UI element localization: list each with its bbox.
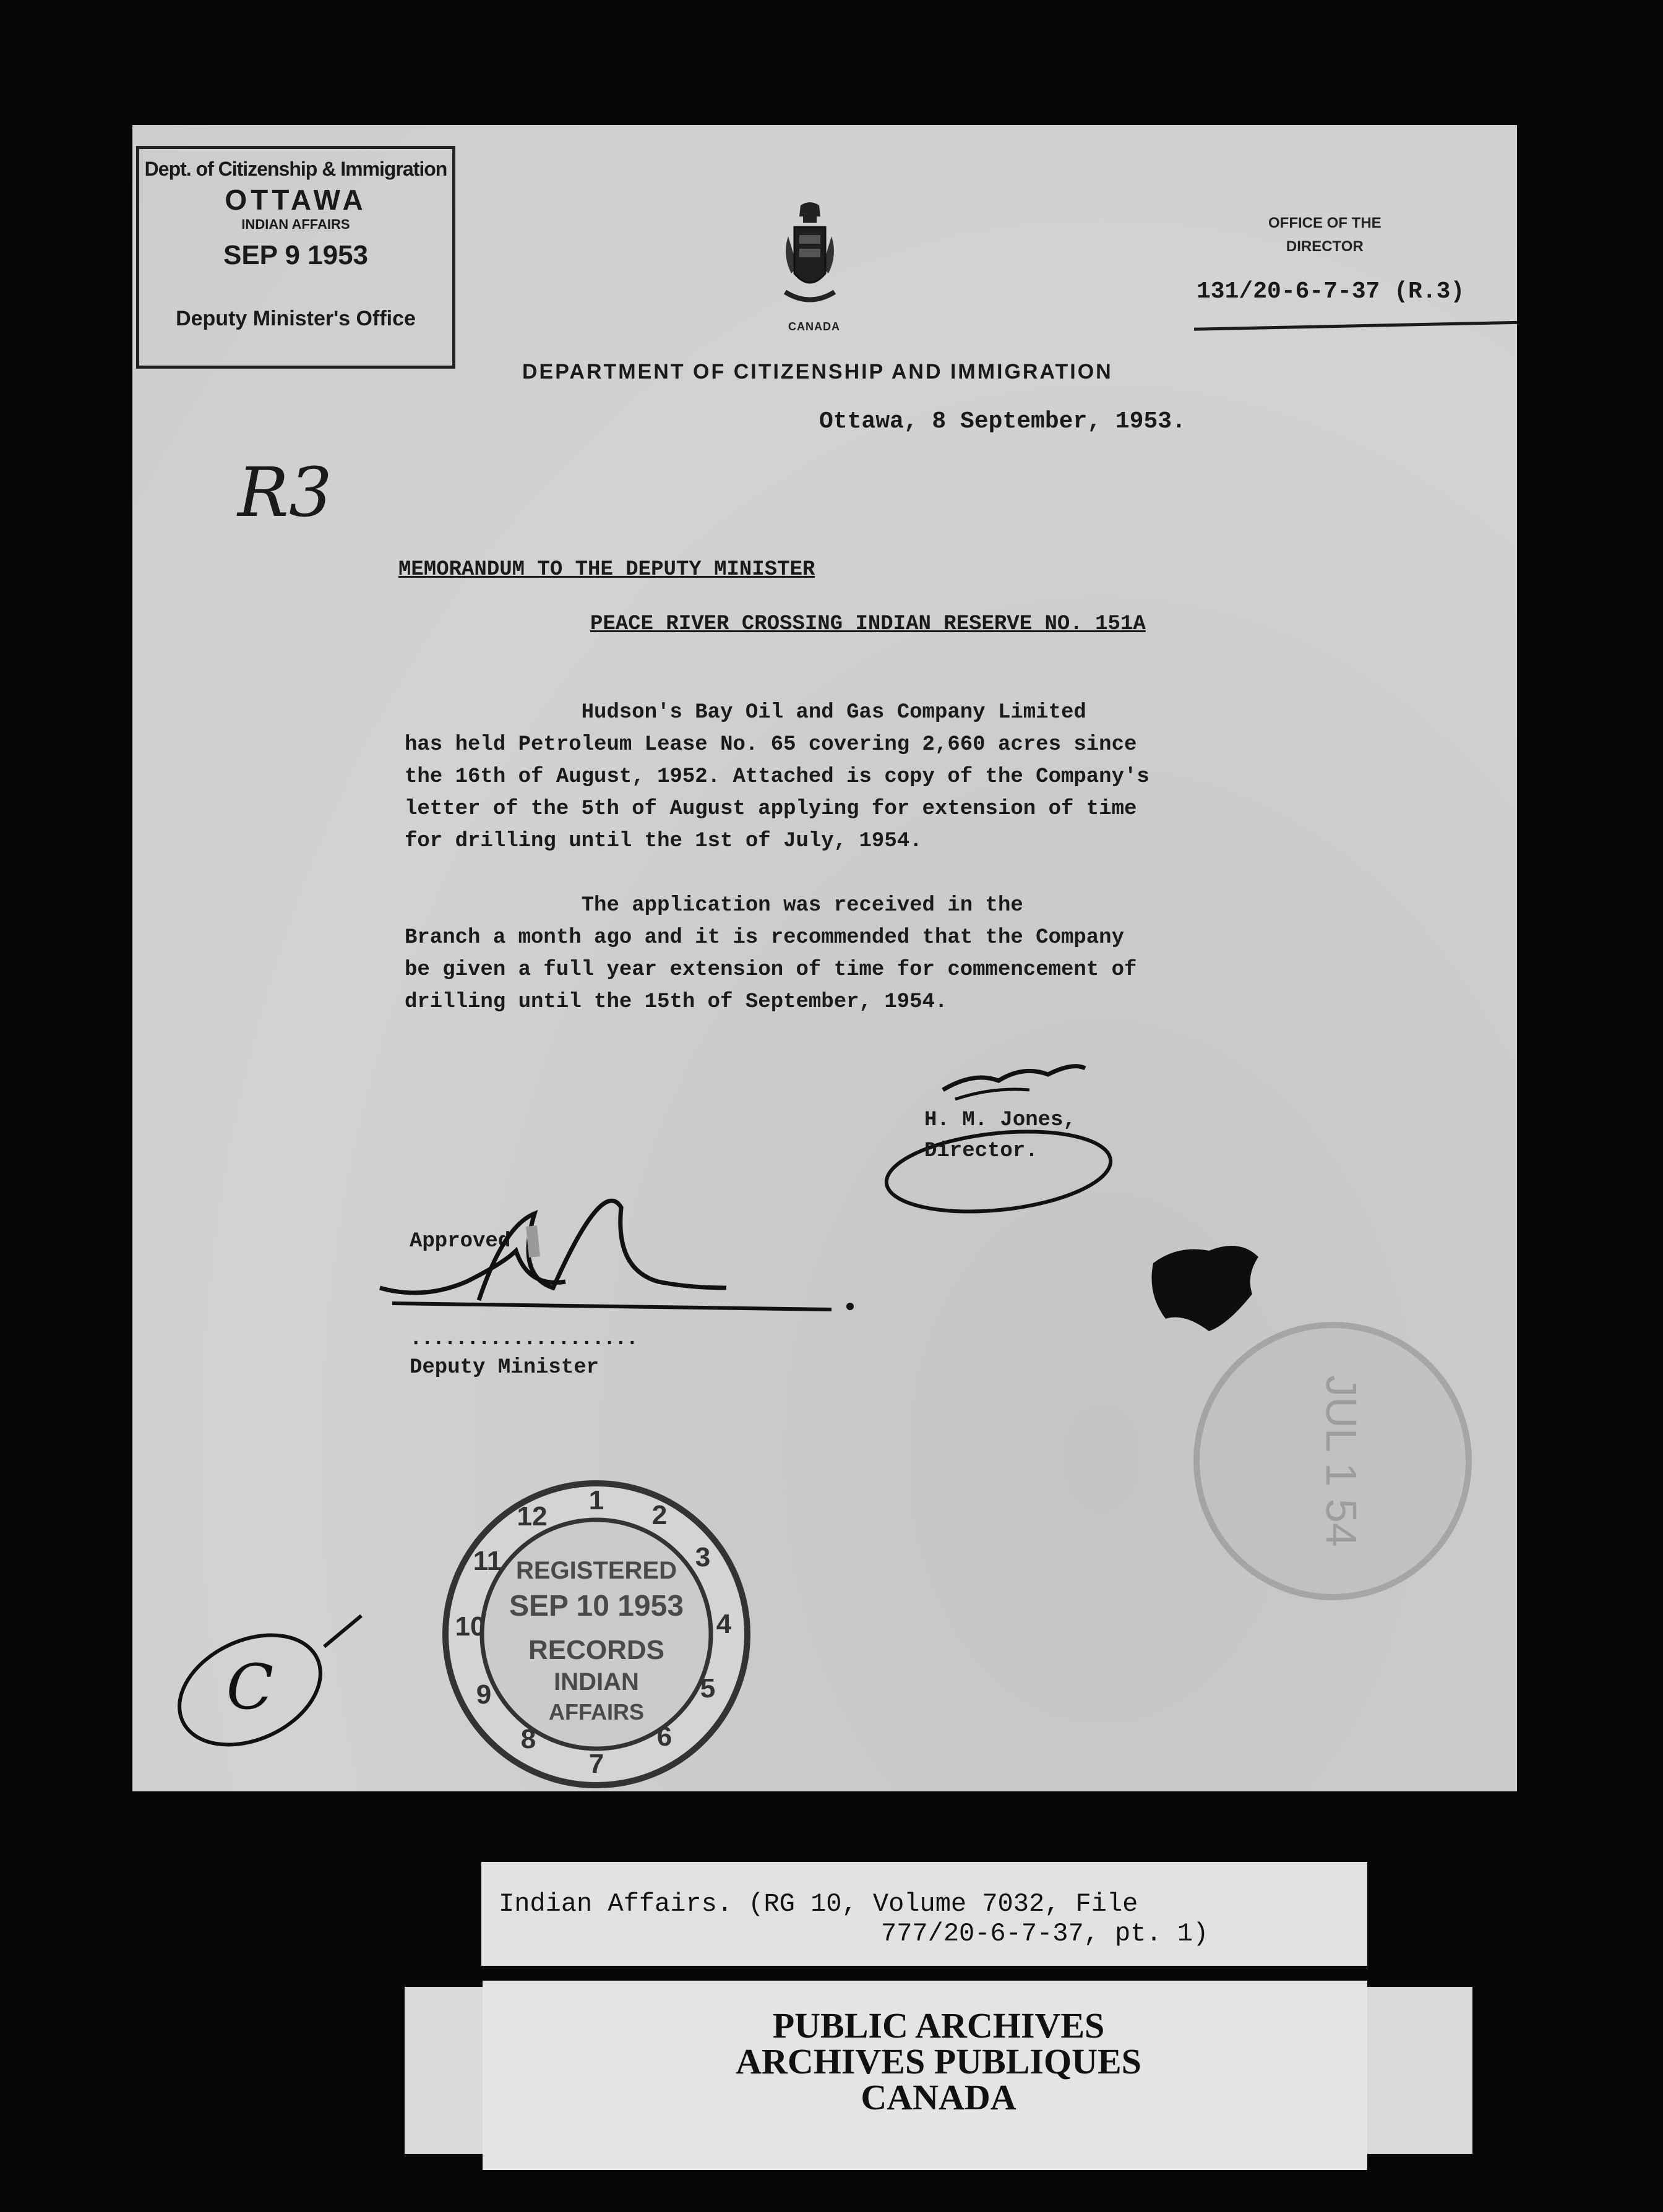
registered-records-stamp <box>436 1473 757 1791</box>
stamp-dept-line5: Deputy Minister's Office <box>176 307 416 330</box>
stamp-dept-date: SEP 9 1953 <box>223 240 369 270</box>
svg-text:11: 11 <box>473 1546 502 1576</box>
paragraph-2: The application was received in the Branch a month ago and it is recommended that the Company be given a full year extension of time for commencement of drilling until the 15th of September, 1954. <box>405 894 1137 1014</box>
svg-text:7: 7 <box>588 1749 604 1779</box>
svg-text:8: 8 <box>520 1724 536 1754</box>
archives-line2: ARCHIVES PUBLIQUES <box>736 2041 1141 2081</box>
faint-received-stamp <box>1147 1300 1493 1622</box>
deputy-minister-label: Deputy Minister <box>410 1356 599 1379</box>
signatory-title: Director. <box>924 1139 1038 1163</box>
department-heading: DEPARTMENT OF CITIZENSHIP AND IMMIGRATION <box>522 360 1113 384</box>
archive-label-line1: Indian Affairs. (RG 10, Volume 7032, File <box>499 1889 1138 1919</box>
signatory-name: H. M. Jones, <box>924 1108 1076 1132</box>
svg-text:9: 9 <box>476 1679 492 1710</box>
memo-subject: PEACE RIVER CROSSING INDIAN RESERVE NO. 151A <box>590 612 1146 636</box>
document-page <box>132 125 1517 1791</box>
handwritten-c-text: C <box>226 1651 274 1723</box>
approval-dotted-line: .................... <box>410 1327 638 1351</box>
handwritten-c-circle <box>157 1597 380 1770</box>
svg-text:1: 1 <box>588 1485 604 1515</box>
svg-text:12: 12 <box>517 1501 548 1532</box>
reg-stamp-line1: REGISTERED <box>515 1557 677 1584</box>
handwritten-r3-text: R3 <box>238 453 332 532</box>
svg-text:3: 3 <box>695 1542 711 1572</box>
archives-line3: CANADA <box>861 2077 1016 2117</box>
stamp-dept-line2: OTTAWA <box>225 184 367 216</box>
reg-stamp-date: SEP 10 1953 <box>509 1590 684 1623</box>
svg-text:6: 6 <box>656 1721 673 1752</box>
archives-banner-text <box>405 2005 1472 2117</box>
svg-text:4: 4 <box>716 1609 732 1639</box>
paragraph-1: Hudson's Bay Oil and Gas Company Limited has held Petroleum Lease No. 65 covering 2,660 acres since the 16th of August, 1952. Attached is copy of the Company's letter of the 5th of August applying for extension of time for drilling until the 1st of July, 1954. <box>405 701 1149 853</box>
stamp-dept-line3: INDIAN AFFAIRS <box>241 216 350 232</box>
archive-reference-label <box>481 1862 1367 1966</box>
archive-label-line2: 777/20-6-7-37, pt. 1) <box>881 1919 1209 1948</box>
office-line1: OFFICE OF THE <box>1268 215 1382 231</box>
svg-text:2: 2 <box>651 1500 668 1530</box>
stamp-dept-line1: Dept. of Citizenship & Immigration <box>144 158 447 180</box>
svg-text:10: 10 <box>455 1611 486 1642</box>
date-line: Ottawa, 8 September, 1953. <box>819 408 1186 435</box>
approved-label: Approved <box>410 1230 511 1253</box>
svg-text:5: 5 <box>700 1673 716 1704</box>
reg-stamp-line5: AFFAIRS <box>548 1699 645 1725</box>
memo-heading: MEMORANDUM TO THE DEPUTY MINISTER <box>398 558 815 581</box>
faint-stamp-text: JUL 1 54 <box>1317 1375 1365 1547</box>
reg-stamp-line4: INDIAN <box>554 1668 639 1695</box>
file-number: 131/20-6-7-37 (R.3) <box>1197 278 1465 305</box>
reg-stamp-line3: RECORDS <box>528 1635 665 1665</box>
public-archives-banner <box>405 1987 1472 2154</box>
crest-label: CANADA <box>788 320 840 333</box>
office-line2: DIRECTOR <box>1286 238 1364 255</box>
archives-line1: PUBLIC ARCHIVES <box>772 2005 1105 2046</box>
